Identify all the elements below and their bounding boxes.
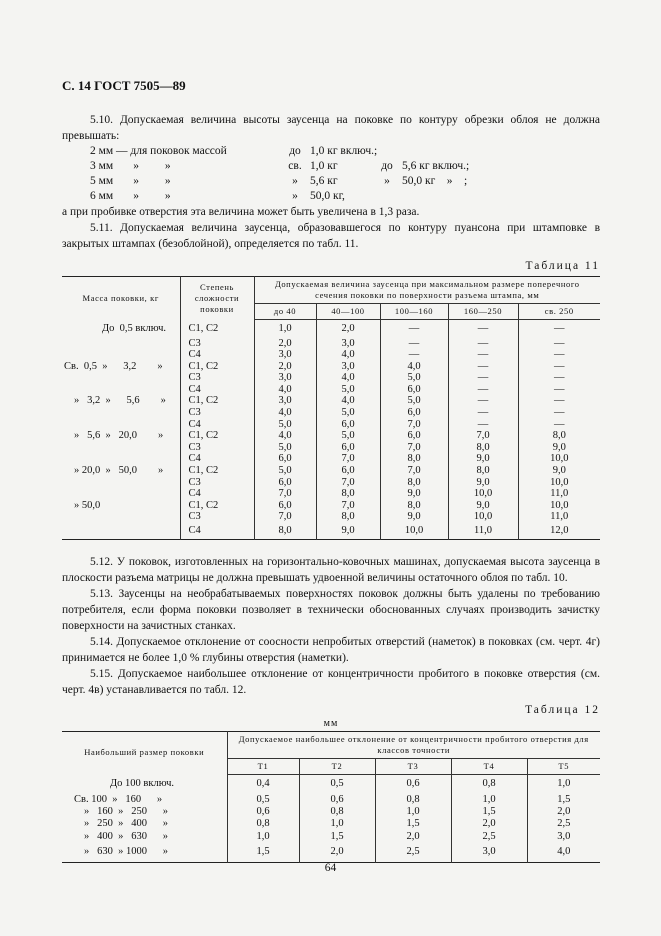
table-11-complexity-cell: С3 <box>180 442 254 454</box>
table-11-value-cell: 7,0 <box>316 500 380 512</box>
list-cell: до <box>289 145 301 157</box>
list-cell: 6 мм » » <box>90 190 171 202</box>
table-12-value-cell: 2,5 <box>451 831 527 843</box>
burr-height-list-item <box>90 144 600 159</box>
table-row <box>62 430 600 442</box>
paragraph-5-10: 5.10. Допускаемая величина высоты заусенца на поковке по контуру обрезки облоя не должна превышать: <box>62 114 600 142</box>
table-row <box>62 407 600 419</box>
table-11-value-cell: 4,0 <box>254 407 316 419</box>
table-12-value-cell: 4,0 <box>527 843 600 863</box>
table-11-value-cell: — <box>448 320 518 338</box>
table-row <box>62 384 600 396</box>
list-cell <box>372 189 402 204</box>
table-11-complexity-cell: С1, С2 <box>180 500 254 512</box>
table-11-mass-cell <box>62 453 180 465</box>
table-11-complexity-cell: С3 <box>180 338 254 350</box>
table-12-value-cell: 1,0 <box>375 806 451 818</box>
table-11-value-cell: 9,0 <box>448 500 518 512</box>
table-12-caption: Таблица 12 <box>525 703 600 716</box>
table-11-value-cell: 6,0 <box>316 419 380 431</box>
table-12-value-cell: 1,5 <box>375 818 451 830</box>
table-12-value-cell: 0,8 <box>451 774 527 794</box>
list-cell <box>402 144 542 159</box>
table-11-mass-cell: » 3,2 » 5,6 » <box>74 395 166 407</box>
table-11-value-cell: 8,0 <box>380 500 448 512</box>
table-11-value-cell: 11,0 <box>448 523 518 539</box>
table-12-value-cell: 1,0 <box>299 818 375 830</box>
table-11-value-cell: 9,0 <box>380 511 448 523</box>
table-12-value-cell: 2,0 <box>527 806 600 818</box>
table-11-value-cell: 4,0 <box>316 372 380 384</box>
paragraph-5-11: 5.11. Допускаемая величина заусенца, образовавшегося по контуру пуансона при штамповке в закрытых штампах (безоблойной), определяется по табл. 11. <box>62 222 600 250</box>
table-11-col-header: 100—160 <box>380 304 448 320</box>
table-12-header-size: Наибольший размер поковки <box>84 747 205 758</box>
table-12-value-cell: 3,0 <box>527 831 600 843</box>
table-11-mass-cell <box>62 523 180 539</box>
table-11-value-cell: — <box>448 361 518 373</box>
table-row <box>62 831 600 843</box>
table-11-value-cell: 5,0 <box>316 384 380 396</box>
table-11-mass-cell <box>62 407 180 419</box>
table-11-mass-cell: » 50,0 <box>74 499 101 511</box>
table-11-value-cell: 8,0 <box>448 465 518 477</box>
table-12-size-cell: Св. 100 » 160 » <box>74 794 163 805</box>
table-12-value-cell: 1,5 <box>527 794 600 806</box>
table-11-complexity-cell: С3 <box>180 407 254 419</box>
table-11-complexity-cell: С1, С2 <box>180 395 254 407</box>
table-11-value-cell: 8,0 <box>316 511 380 523</box>
table-11-mass-cell: » 20,0 » 50,0 » <box>74 465 164 477</box>
table-row <box>62 477 600 489</box>
table-11-value-cell: 6,0 <box>380 407 448 419</box>
table-11-complexity-cell: С4 <box>180 419 254 431</box>
table-12 <box>62 731 600 864</box>
table-row <box>62 500 600 512</box>
list-cell: 5 мм » » <box>90 175 171 187</box>
table-11-mass-cell: » 5,6 » 20,0 » <box>74 430 164 442</box>
table-12-value-cell: 0,6 <box>299 794 375 806</box>
table-11-mass-cell: Св. 0,5 » 3,2 » <box>64 360 163 372</box>
table-row <box>62 453 600 465</box>
table-11-value-cell: 5,0 <box>316 430 380 442</box>
list-cell: » <box>384 175 390 187</box>
table-11-mass-cell <box>62 349 180 361</box>
table-11-value-cell: 3,0 <box>316 361 380 373</box>
table-11-mass-cell <box>62 372 180 384</box>
table-row <box>62 349 600 361</box>
table-11-value-cell: 4,0 <box>380 361 448 373</box>
list-cell: 5,6 кг <box>310 175 338 187</box>
table-row <box>62 338 600 350</box>
table-row <box>62 395 600 407</box>
table-11-value-cell: 11,0 <box>518 488 600 500</box>
table-11-value-cell: 12,0 <box>518 523 600 539</box>
table-11-value-cell: 3,0 <box>316 338 380 350</box>
table-12-value-cell: 0,5 <box>227 794 299 806</box>
table-11-value-cell: — <box>448 419 518 431</box>
burr-height-list <box>62 144 600 204</box>
table-11-value-cell: 6,0 <box>380 430 448 442</box>
table-11-complexity-cell: С1, С2 <box>180 465 254 477</box>
page-header: С. 14 ГОСТ 7505—89 <box>62 78 186 93</box>
table-11-complexity-cell: С4 <box>180 453 254 465</box>
table-12-value-cell: 1,0 <box>227 831 299 843</box>
table-11-value-cell: — <box>518 349 600 361</box>
page-number: 64 <box>324 862 337 874</box>
table-11-value-cell: 5,0 <box>316 407 380 419</box>
table-12-size-cell: » 400 » 630 » <box>84 830 168 842</box>
table-11-mass-cell <box>62 477 180 489</box>
table-11-mass-cell <box>62 442 180 454</box>
table-11-value-cell: — <box>518 395 600 407</box>
table-11-value-cell: 4,0 <box>316 395 380 407</box>
burr-height-list-item <box>90 159 600 174</box>
table-row <box>62 419 600 431</box>
table-11-value-cell: 7,0 <box>448 430 518 442</box>
table-11-value-cell: 8,0 <box>380 453 448 465</box>
table-11-value-cell: 6,0 <box>254 477 316 489</box>
table-12-value-cell: 0,6 <box>375 774 451 794</box>
table-11-value-cell: 9,0 <box>518 465 600 477</box>
paragraph-5-13: 5.13. Заусенцы на необрабатываемых поверхностях поковок должны быть удалены по требованию потребителя, если форма поковки позволяет в технически обоснованных случаях производить зачистку поверхности на зачистных станках. <box>62 587 600 632</box>
table-row <box>62 465 600 477</box>
table-11-value-cell: 5,0 <box>254 419 316 431</box>
table-11-value-cell: 7,0 <box>254 511 316 523</box>
table-11-complexity-cell: С4 <box>180 488 254 500</box>
table-11-value-cell: 10,0 <box>448 488 518 500</box>
table-11-value-cell: 9,0 <box>380 488 448 500</box>
table-11-value-cell: — <box>518 361 600 373</box>
table-12-value-cell: 1,0 <box>527 774 600 794</box>
table-11-value-cell: — <box>518 320 600 338</box>
table-12-value-cell: 2,0 <box>375 831 451 843</box>
table-row <box>62 523 600 539</box>
table-11-value-cell: 3,0 <box>254 372 316 384</box>
table-11-complexity-cell: С1, С2 <box>180 361 254 373</box>
table-11-value-cell: 10,0 <box>448 511 518 523</box>
table-11-value-cell: 4,0 <box>254 384 316 396</box>
table-11-header-burr: Допускаемая величина заусенца при максимальном размере поперечного сечения поковки по поверхности разъема штампа, мм <box>254 277 600 304</box>
table-11-value-cell: — <box>380 320 448 338</box>
table-11-mass-cell <box>62 419 180 431</box>
table-11-value-cell: — <box>448 349 518 361</box>
table-12-size-cell: » 250 » 400 » <box>84 818 168 830</box>
table-row <box>62 320 600 338</box>
table-11-complexity-cell: С3 <box>180 511 254 523</box>
table-11-value-cell: 4,0 <box>316 349 380 361</box>
paragraph-5-10-tail: а при пробивке отверстия эта величина может быть увеличена в 1,3 раза. <box>62 206 420 218</box>
table-11-value-cell: 8,0 <box>316 488 380 500</box>
table-11-value-cell: 9,0 <box>448 453 518 465</box>
table-11-value-cell: 10,0 <box>518 453 600 465</box>
list-cell: 50,0 кг, <box>310 190 345 202</box>
table-row <box>62 511 600 523</box>
table-11-value-cell: 10,0 <box>518 500 600 512</box>
table-11-value-cell: 6,0 <box>254 453 316 465</box>
table-12-col-header: Т4 <box>451 758 527 774</box>
table-11 <box>62 276 600 540</box>
list-cell: 3 мм » » <box>90 160 171 172</box>
table-11-value-cell: — <box>380 338 448 350</box>
table-11-value-cell: 8,0 <box>518 430 600 442</box>
table-12-unit: мм <box>323 717 339 729</box>
table-11-complexity-cell: С4 <box>180 384 254 396</box>
table-11-value-cell: 3,0 <box>254 395 316 407</box>
table-11-value-cell: — <box>518 419 600 431</box>
table-11-col-header: св. 250 <box>518 304 600 320</box>
table-11-value-cell: 5,0 <box>380 372 448 384</box>
table-row <box>62 794 600 806</box>
table-11-complexity-cell: С3 <box>180 372 254 384</box>
list-cell: до <box>381 160 393 172</box>
table-11-value-cell: — <box>518 338 600 350</box>
table-11-value-cell: 6,0 <box>316 465 380 477</box>
list-cell: 2 мм — для поковок массой <box>90 145 227 157</box>
table-11-value-cell: — <box>448 372 518 384</box>
table-12-value-cell: 2,0 <box>299 843 375 863</box>
table-11-mass-cell <box>62 511 180 523</box>
table-12-size-cell: До 100 включ. <box>110 777 175 789</box>
burr-height-list-item <box>90 174 600 189</box>
table-11-value-cell: 5,0 <box>254 442 316 454</box>
table-12-size-cell: » 160 » 250 » <box>84 806 168 818</box>
table-11-complexity-cell: С4 <box>180 523 254 539</box>
table-row <box>62 361 600 373</box>
table-11-value-cell: 1,0 <box>254 320 316 338</box>
table-11-value-cell: 9,0 <box>518 442 600 454</box>
table-11-mass-cell <box>62 338 180 350</box>
table-12-value-cell: 2,5 <box>375 843 451 863</box>
list-cell <box>402 189 542 204</box>
table-12-value-cell: 0,6 <box>227 806 299 818</box>
list-cell <box>372 144 402 159</box>
table-11-value-cell: 8,0 <box>254 523 316 539</box>
table-11-value-cell: 6,0 <box>380 384 448 396</box>
table-11-value-cell: 7,0 <box>316 477 380 489</box>
table-12-col-header: Т5 <box>527 758 600 774</box>
table-12-value-cell: 0,8 <box>375 794 451 806</box>
list-cell: 1,0 кг включ.; <box>310 145 378 157</box>
table-12-value-cell: 0,4 <box>227 774 299 794</box>
table-11-complexity-cell: С1, С2 <box>180 430 254 442</box>
table-11-value-cell: 7,0 <box>254 488 316 500</box>
table-11-value-cell: — <box>448 338 518 350</box>
table-11-value-cell: 7,0 <box>380 419 448 431</box>
table-row <box>62 442 600 454</box>
table-12-value-cell: 0,8 <box>227 818 299 830</box>
table-12-value-cell: 1,5 <box>227 843 299 863</box>
table-12-col-header: Т3 <box>375 758 451 774</box>
list-cell: 50,0 кг » ; <box>402 175 468 187</box>
table-11-value-cell: 4,0 <box>254 430 316 442</box>
list-cell: св. <box>288 160 302 172</box>
list-cell: » <box>292 175 298 187</box>
table-11-value-cell: 2,0 <box>316 320 380 338</box>
table-11-value-cell: — <box>518 372 600 384</box>
table-11-value-cell: 5,0 <box>380 395 448 407</box>
table-12-value-cell: 2,0 <box>451 818 527 830</box>
table-12-value-cell: 2,5 <box>527 818 600 830</box>
table-11-value-cell: — <box>448 384 518 396</box>
table-11-value-cell: 2,0 <box>254 361 316 373</box>
table-row <box>62 372 600 384</box>
table-11-value-cell: 5,0 <box>254 465 316 477</box>
table-12-col-header: Т1 <box>227 758 299 774</box>
list-cell: 5,6 кг включ.; <box>402 160 470 172</box>
table-11-value-cell: 10,0 <box>518 477 600 489</box>
paragraph-5-15: 5.15. Допускаемое наибольшее отклонение от концентричности пробитого в поковке отверстия (см. черт. 4в) устанавливается по табл. 12. <box>62 667 600 696</box>
table-11-col-header: до 40 <box>254 304 316 320</box>
table-11-header-mass: Масса поковки, кг <box>82 292 159 303</box>
table-11-caption: Таблица 11 <box>525 260 600 272</box>
table-11-value-cell: 9,0 <box>448 477 518 489</box>
paragraph-5-12: 5.12. У поковок, изготовленных на горизонтально-ковочных машинах, допускаемая высота заусенца в плоскости разъема матрицы не должна превышать удвоенной величины остаточного облоя по табл. 10. <box>62 555 600 584</box>
table-11-value-cell: 11,0 <box>518 511 600 523</box>
table-row <box>62 818 600 830</box>
table-11-value-cell: — <box>518 407 600 419</box>
table-11-value-cell: — <box>518 384 600 396</box>
table-12-value-cell: 0,5 <box>299 774 375 794</box>
page-content <box>62 78 600 863</box>
table-11-value-cell: 9,0 <box>316 523 380 539</box>
table-12-value-cell: 1,5 <box>451 806 527 818</box>
table-row <box>62 774 600 794</box>
table-11-value-cell: 3,0 <box>254 349 316 361</box>
table-11-mass-cell <box>62 488 180 500</box>
table-11-mass-cell: До 0,5 включ. <box>102 322 167 334</box>
table-11-complexity-cell: С3 <box>180 477 254 489</box>
table-row <box>62 806 600 818</box>
paragraph-5-14: 5.14. Допускаемое отклонение от соосности непробитых отверстий (наметок) в поковках (см. черт. 4г) принимается не более 1,0 % глубины отверстия (наметки). <box>62 635 600 664</box>
table-11-header-complexity: Степень сложности поковки <box>180 277 254 320</box>
table-11-value-cell: 6,0 <box>316 442 380 454</box>
table-11-mass-cell <box>62 384 180 396</box>
table-11-col-header: 40—100 <box>316 304 380 320</box>
table-11-complexity-cell: С4 <box>180 349 254 361</box>
list-cell: 1,0 кг <box>310 160 338 172</box>
table-row <box>62 843 600 863</box>
table-11-value-cell: — <box>380 349 448 361</box>
table-row <box>62 488 600 500</box>
table-12-value-cell: 0,8 <box>299 806 375 818</box>
table-11-value-cell: 7,0 <box>380 442 448 454</box>
table-11-value-cell: 7,0 <box>380 465 448 477</box>
table-11-value-cell: 8,0 <box>448 442 518 454</box>
list-cell: » <box>292 190 298 202</box>
table-11-complexity-cell: С1, С2 <box>180 320 254 338</box>
table-12-value-cell: 3,0 <box>451 843 527 863</box>
table-11-value-cell: — <box>448 407 518 419</box>
table-12-value-cell: 1,0 <box>451 794 527 806</box>
table-11-value-cell: 8,0 <box>380 477 448 489</box>
table-12-value-cell: 1,5 <box>299 831 375 843</box>
table-11-value-cell: — <box>448 395 518 407</box>
table-11-value-cell: 7,0 <box>316 453 380 465</box>
burr-height-list-item <box>90 189 600 204</box>
table-11-value-cell: 2,0 <box>254 338 316 350</box>
table-11-value-cell: 10,0 <box>380 523 448 539</box>
table-12-size-cell: » 630 » 1000 » <box>84 846 168 858</box>
table-11-col-header: 160—250 <box>448 304 518 320</box>
table-12-col-header: Т2 <box>299 758 375 774</box>
table-12-header-deviation: Допускаемое наибольшее отклонение от концентричности пробитого отверстия для классов точности <box>227 731 600 758</box>
table-11-value-cell: 6,0 <box>254 500 316 512</box>
